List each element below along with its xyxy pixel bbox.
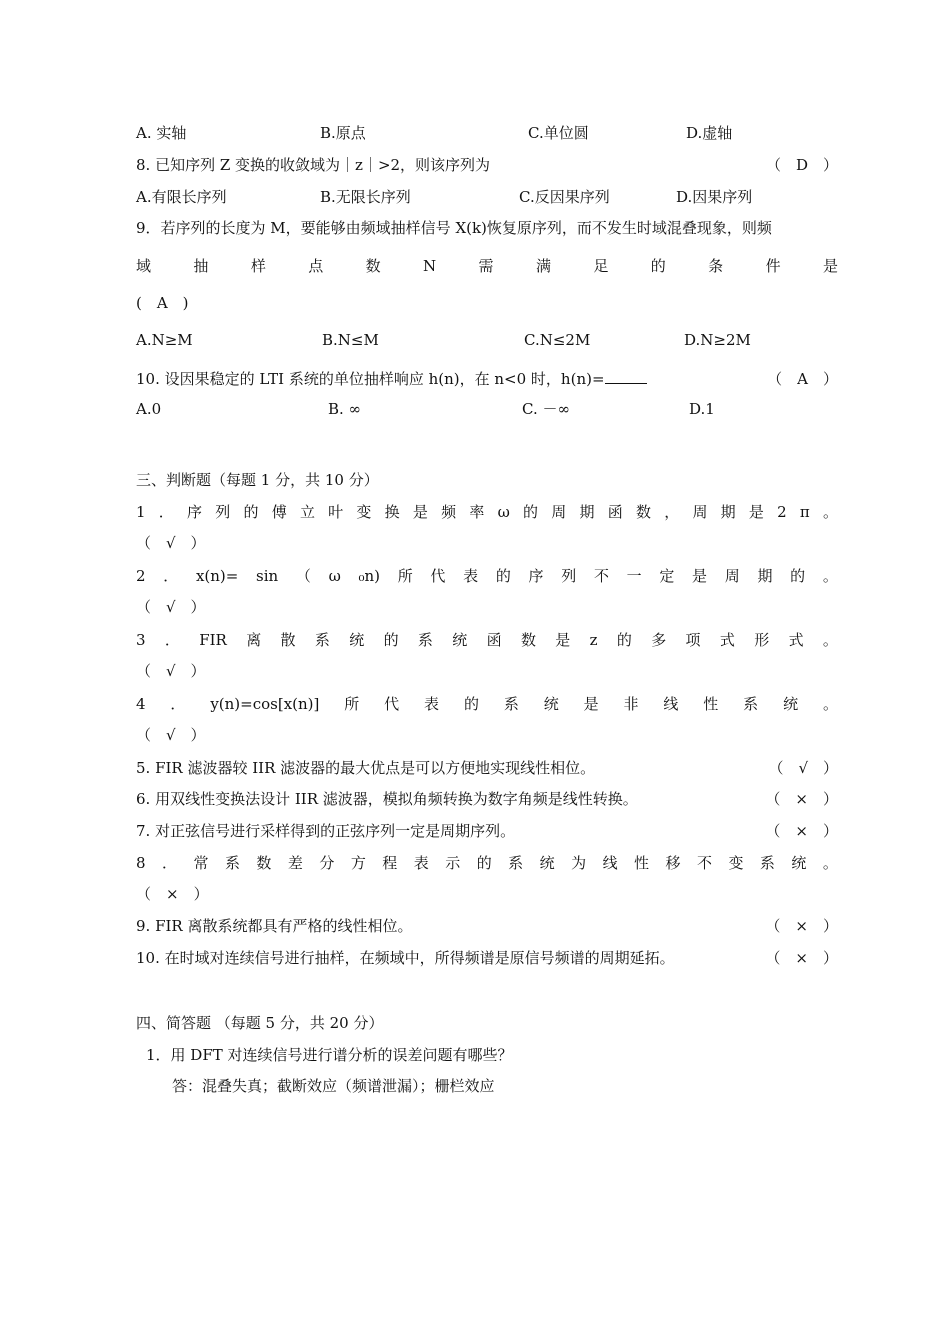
section-3-title: 三、判断题（每题 1 分，共 10 分） [136, 471, 379, 489]
char: 期 [720, 503, 736, 521]
char: 序 [528, 567, 544, 585]
char: 所 [344, 695, 360, 713]
option-a: A.有限长序列 [136, 188, 227, 206]
char: 多 [651, 631, 667, 649]
char: 统 [539, 854, 555, 872]
char: 期 [757, 567, 773, 585]
tf-item-8 [136, 853, 838, 873]
option-c: C.N≤2M [524, 331, 591, 349]
char: 是 [555, 631, 571, 649]
char: 列 [215, 503, 231, 521]
answer: （ × ） [765, 790, 838, 808]
char: 函 [486, 631, 502, 649]
char: 点 [308, 257, 324, 275]
char: 周 [551, 503, 567, 521]
char: 不 [593, 567, 609, 585]
option-d: D.虚轴 [686, 124, 733, 142]
char: 差 [287, 854, 303, 872]
char: ω [497, 503, 510, 521]
char: 所 [397, 567, 413, 585]
char: 程 [382, 854, 398, 872]
option-b: B.N≤M [322, 331, 379, 349]
char: 性 [703, 695, 719, 713]
char: 非 [623, 695, 639, 713]
char: 常 [193, 854, 209, 872]
char: 傅 [271, 503, 287, 521]
tf-item-2 [136, 566, 838, 586]
char: y(n)=cos[x(n)] [210, 695, 320, 713]
char: 系 [743, 695, 759, 713]
option-b: B. ∞ [328, 400, 362, 418]
char: 。 [822, 503, 838, 521]
char: 周 [692, 503, 708, 521]
question-9-answer: ( A ) [136, 294, 189, 312]
q9-options [136, 330, 838, 350]
statement: 5. FIR 滤波器较 IIR 滤波器的最大优点是可以方便地实现线性相位。 [136, 759, 596, 777]
tf-item-1-answer: （ √ ） [136, 534, 206, 552]
char: 变 [728, 854, 744, 872]
statement: 7. 对正弦信号进行采样得到的正弦序列一定是周期序列。 [136, 822, 516, 840]
char: ． [162, 854, 178, 872]
tf-item-3-answer: （ √ ） [136, 662, 206, 680]
char: 表 [413, 854, 429, 872]
char: ₀n) [358, 567, 381, 585]
char: 足 [593, 257, 609, 275]
char: 件 [765, 257, 781, 275]
char: ω [328, 567, 341, 585]
char: 线 [602, 854, 618, 872]
tf-item-8-answer: （ × ） [136, 885, 209, 903]
char: 域 [136, 257, 152, 275]
char: 代 [430, 567, 446, 585]
answer: （ A ） [767, 370, 838, 388]
tf-item-1 [136, 502, 838, 522]
tf-item-7 [136, 821, 838, 841]
char: 系 [417, 631, 433, 649]
char: 换 [384, 503, 400, 521]
char: 为 [571, 854, 587, 872]
question-9-line2 [136, 256, 838, 276]
char: 2 [136, 567, 146, 585]
char: z [589, 631, 598, 649]
char: ． [164, 631, 180, 649]
section-4-title: 四、简答题 （每题 5 分，共 20 分） [136, 1014, 384, 1032]
char: ． [158, 503, 174, 521]
answer: （ D ） [765, 156, 838, 174]
char: 频 [441, 503, 457, 521]
char: 数 [520, 631, 536, 649]
char: 函 [607, 503, 623, 521]
statement: 9. FIR 离散系统都具有严格的线性相位。 [136, 917, 413, 935]
char: 3 [136, 631, 146, 649]
char: 系 [759, 854, 775, 872]
char: 系 [314, 631, 330, 649]
option-d: D.因果序列 [676, 188, 753, 206]
char: 的 [523, 503, 539, 521]
char: 方 [350, 854, 366, 872]
char: 是 [412, 503, 428, 521]
char: 是 [583, 695, 599, 713]
answer: （ × ） [765, 822, 838, 840]
char: π [799, 503, 810, 521]
answer: （ √ ） [768, 759, 838, 777]
char: 1 [136, 503, 146, 521]
char: ． [163, 567, 179, 585]
char: 2 [777, 503, 787, 521]
question-text: 8. 已知序列 Z 变换的收敛域为｜z｜>2，则该序列为 [136, 156, 491, 174]
q7-options [136, 123, 838, 143]
char: 式 [788, 631, 804, 649]
answer-blank [605, 369, 647, 384]
question-8 [136, 155, 838, 175]
char: 表 [463, 567, 479, 585]
char: 的 [463, 695, 479, 713]
tf-item-9 [136, 916, 838, 936]
char: 叶 [328, 503, 344, 521]
option-d: D.N≥2M [684, 331, 751, 349]
short-answer-question-1: 1．用 DFT 对连续信号进行谱分析的误差问题有哪些？ [146, 1046, 513, 1064]
char: 代 [384, 695, 400, 713]
char: （ [295, 567, 311, 585]
char: 。 [822, 631, 838, 649]
char: 抽 [193, 257, 209, 275]
option-c: C. －∞ [522, 400, 570, 418]
char: sin [256, 567, 279, 585]
char: 散 [280, 631, 296, 649]
char: 系 [224, 854, 240, 872]
char: 表 [424, 695, 440, 713]
answer: （ × ） [765, 949, 838, 967]
question-10 [136, 369, 838, 389]
char: ． [170, 695, 186, 713]
char: 的 [495, 567, 511, 585]
question-9-line1: 9．若序列的长度为 M，要能够由频域抽样信号 X(k)恢复原序列，而不发生时域混叠现象，则频 [136, 219, 772, 237]
q8-options [136, 187, 838, 207]
char: 离 [246, 631, 262, 649]
char: 项 [685, 631, 701, 649]
option-a: A. 实轴 [136, 124, 187, 142]
option-d: D.1 [689, 400, 715, 418]
char: 率 [469, 503, 485, 521]
char: 式 [719, 631, 735, 649]
option-b: B.无限长序列 [320, 188, 411, 206]
char: 分 [319, 854, 335, 872]
char: N [423, 257, 437, 275]
char: 数 [256, 854, 272, 872]
question-text: 10. 设因果稳定的 LTI 系统的单位抽样响应 h(n)，在 n<0 时，h(n)= [136, 370, 605, 388]
tf-item-3 [136, 630, 838, 650]
char: 一 [626, 567, 642, 585]
char: 。 [822, 695, 838, 713]
char: 列 [561, 567, 577, 585]
char: 条 [708, 257, 724, 275]
char: 的 [616, 631, 632, 649]
option-b: B.原点 [320, 124, 366, 142]
char: 统 [452, 631, 468, 649]
char: 定 [659, 567, 675, 585]
char: 示 [445, 854, 461, 872]
char: x(n)= [195, 567, 239, 585]
answer: （ × ） [765, 917, 838, 935]
char: 系 [508, 854, 524, 872]
char: 线 [663, 695, 679, 713]
char: 统 [791, 854, 807, 872]
short-answer-answer-1: 答：混叠失真；截断效应（频谱泄漏）；栅栏效应 [172, 1077, 495, 1095]
char: 样 [250, 257, 266, 275]
char: 的 [650, 257, 666, 275]
char: 数 [365, 257, 381, 275]
char: ， [664, 503, 680, 521]
char: 8 [136, 854, 146, 872]
char: FIR [199, 631, 227, 649]
char: 。 [822, 567, 838, 585]
statement: 6. 用双线性变换法设计 IIR 滤波器，模拟角频转换为数字角频是线性转换。 [136, 790, 638, 808]
char: 满 [535, 257, 551, 275]
char: 立 [299, 503, 315, 521]
option-a: A.N≥M [136, 331, 193, 349]
char: 性 [634, 854, 650, 872]
option-c: C.反因果序列 [519, 188, 610, 206]
char: 变 [356, 503, 372, 521]
tf-item-4 [136, 694, 838, 714]
char: 是 [822, 257, 838, 275]
char: 期 [579, 503, 595, 521]
char: 移 [665, 854, 681, 872]
char: 。 [822, 854, 838, 872]
char: 的 [790, 567, 806, 585]
tf-item-10 [136, 948, 838, 968]
char: 需 [478, 257, 494, 275]
tf-item-5 [136, 758, 838, 778]
q10-options [136, 399, 838, 419]
char: 4 [136, 695, 146, 713]
char: 统 [543, 695, 559, 713]
char: 形 [754, 631, 770, 649]
tf-item-2-answer: （ √ ） [136, 598, 206, 616]
char: 序 [187, 503, 203, 521]
char: 的 [243, 503, 259, 521]
tf-item-4-answer: （ √ ） [136, 726, 206, 744]
option-c: C.单位圆 [528, 124, 589, 142]
char: 的 [383, 631, 399, 649]
char: 数 [635, 503, 651, 521]
char: 周 [724, 567, 740, 585]
char: 是 [692, 567, 708, 585]
char: 系 [503, 695, 519, 713]
char: 是 [748, 503, 764, 521]
char: 的 [476, 854, 492, 872]
option-a: A.0 [136, 400, 162, 418]
statement: 10. 在时域对连续信号进行抽样，在频域中，所得频谱是原信号频谱的周期延拓。 [136, 949, 675, 967]
char: 不 [696, 854, 712, 872]
char: 统 [783, 695, 799, 713]
char: 统 [349, 631, 365, 649]
tf-item-6 [136, 789, 838, 809]
